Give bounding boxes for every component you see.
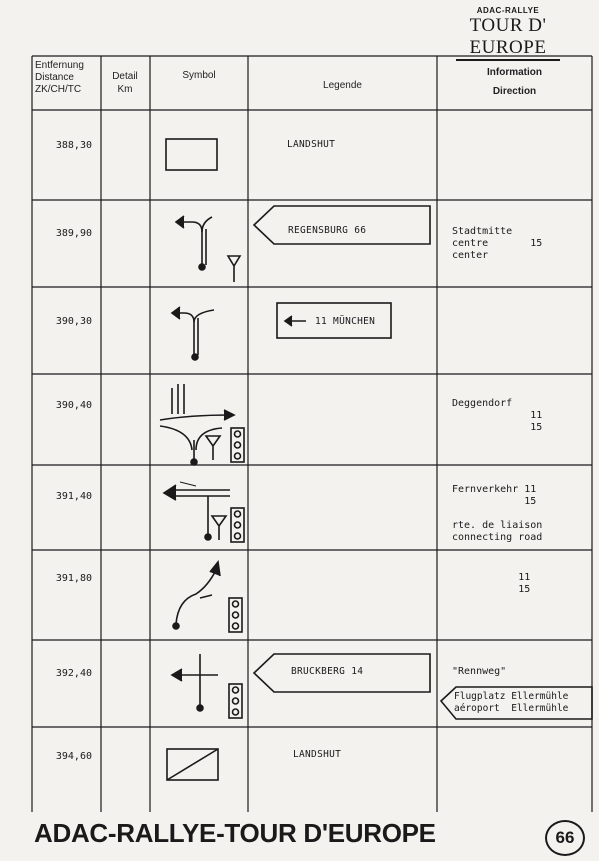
row-7-info: "Rennweg" <box>452 666 507 677</box>
row-2-legend: REGENSBURG 66 <box>288 225 367 236</box>
town-box-icon <box>166 139 217 170</box>
traffic-light-icon <box>231 428 244 462</box>
row-8-legend: LANDSHUT <box>293 749 342 760</box>
row-1-legend: LANDSHUT <box>287 139 336 150</box>
row-4-distance: 390,40 <box>55 400 92 411</box>
yield-sign-icon <box>212 516 226 540</box>
traffic-light-icon <box>229 598 242 632</box>
left-turn-junction-icon <box>164 482 230 540</box>
row-4-info: Deggendorf 11 15 <box>452 398 543 433</box>
row-3-distance: 390,30 <box>55 316 92 327</box>
complex-junction-right-icon <box>160 384 234 465</box>
crossroads-left-icon <box>172 654 218 711</box>
traffic-light-icon <box>229 684 242 718</box>
symbol-header: Symbol <box>182 70 216 81</box>
distance-header-line-3: ZK/CH/TC <box>35 84 82 95</box>
distance-header-line-2: Distance <box>35 72 74 83</box>
row-7-legend: BRUCKBERG 14 <box>291 666 364 677</box>
left-fork-junction-icon <box>172 307 214 360</box>
footer-title: ADAC-RALLYE-TOUR D'EUROPE <box>34 818 436 848</box>
page-number: 66 <box>545 820 585 856</box>
information-header-line-2: Direction <box>492 86 537 97</box>
row-8-distance: 394,60 <box>55 751 92 762</box>
detail-header-line-1: Detail <box>112 71 138 82</box>
row-3-legend: 11 MÜNCHEN <box>315 316 376 327</box>
distance-header-line-1: Entfernung <box>35 60 84 71</box>
information-header-line-1: Information <box>487 67 542 78</box>
logo-line-2: TOUR D' EUROPE <box>456 15 560 61</box>
logo-line-1: ADAC-RALLYE <box>476 6 540 15</box>
traffic-light-icon <box>231 508 244 542</box>
left-arrow-icon <box>285 316 306 326</box>
row-6-distance: 391,80 <box>55 573 92 584</box>
row-5-distance: 391,40 <box>55 491 92 502</box>
row-2-info: Stadtmitte centre 15 center <box>452 226 543 261</box>
town-end-icon <box>167 749 218 780</box>
row-1-distance: 388,30 <box>55 140 92 151</box>
bear-right-icon <box>173 562 220 629</box>
left-fork-junction-icon <box>176 216 212 270</box>
row-5-info: Fernverkehr 11 15 rte. de liaison connecting road <box>452 484 543 543</box>
yield-sign-icon <box>228 256 240 282</box>
legend-header: Legende <box>323 80 362 91</box>
row-7-distance: 392,40 <box>55 668 92 679</box>
row-7-info-sign: Flugplatz Ellermühle aéroport Ellermühle <box>454 691 569 714</box>
row-6-info: 11 15 <box>518 572 531 595</box>
row-2-distance: 389,90 <box>55 228 92 239</box>
detail-header-line-2: Km <box>117 84 133 95</box>
yield-sign-icon <box>206 436 220 460</box>
